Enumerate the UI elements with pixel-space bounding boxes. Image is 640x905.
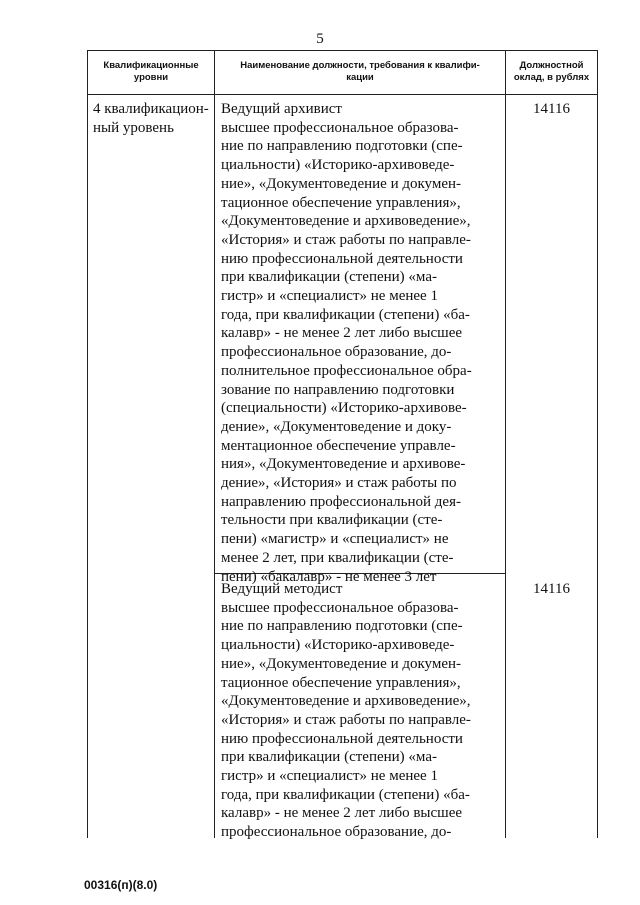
- requirement-line: нию профессиональной деятельности: [221, 730, 463, 747]
- table-left-border: [87, 50, 88, 838]
- requirement-line: дение», «Документоведение и доку-: [221, 418, 452, 435]
- requirement-line: калавр» - не менее 2 лет либо высшее: [221, 805, 463, 822]
- header-qualification: [88, 50, 214, 94]
- position-title: Ведущий методист: [221, 581, 343, 597]
- requirement-line: (специальности) «Историко-архивове-: [221, 400, 467, 417]
- requirement-line: тельности при квалификации (сте-: [221, 512, 443, 529]
- salary-cell: 14116: [533, 581, 570, 597]
- requirement-line: тационное обеспечение управления»,: [221, 194, 461, 211]
- requirement-line: при квалификации (степени) «ма-: [221, 269, 437, 286]
- requirement-line: ментационное обеспечение управле-: [221, 437, 456, 454]
- requirement-line: «История» и стаж работы по направле-: [221, 231, 471, 248]
- position-requirements-cell: [221, 100, 472, 586]
- requirement-line: тационное обеспечение управления»,: [221, 674, 461, 691]
- requirement-line: гистр» и «специалист» не менее 1: [221, 288, 438, 305]
- requirement-line: циальности) «Историко-архивоведе-: [221, 637, 455, 654]
- requirement-line: пени) «бакалавр» - не менее 3 лет: [221, 568, 437, 585]
- requirement-line: высшее профессиональное образова-: [221, 599, 459, 616]
- requirement-line: циальности) «Историко-архивоведе-: [221, 157, 455, 174]
- requirement-line: «Документоведение и архивоведение»,: [221, 213, 471, 230]
- qualification-level-cell: [93, 100, 209, 137]
- table-right-border: [597, 50, 598, 838]
- header-salary-line-1: Должностной: [519, 60, 584, 71]
- requirement-line: пени) «магистр» и «специалист» не: [221, 531, 449, 548]
- position-title: Ведущий архивист: [221, 101, 342, 117]
- requirement-line: ние», «Документоведение и докумен-: [221, 655, 462, 672]
- requirement-line: дение», «История» и стаж работы по: [221, 475, 457, 492]
- header-position-line-1: Наименование должности, требования к квалифи-: [240, 60, 480, 71]
- requirement-line: нию профессиональной деятельности: [221, 250, 463, 267]
- header-position: [215, 50, 505, 94]
- column-divider-2: [505, 50, 506, 838]
- header-qualification-line-1: Квалификационные: [103, 60, 199, 71]
- header-position-line-2: кации: [346, 72, 374, 83]
- requirement-line: ние по направлению подготовки (спе-: [221, 618, 463, 635]
- requirement-line: года, при квалификации (степени) «ба-: [221, 306, 470, 323]
- header-salary-line-2: оклад, в рублях: [513, 72, 590, 83]
- requirement-line: менее 2 лет, при квалификации (сте-: [221, 549, 454, 566]
- requirement-line: зование по направлению подготовки: [221, 381, 455, 398]
- column-divider-1: [214, 50, 215, 838]
- requirement-line: «Документоведение и архивоведение»,: [221, 693, 471, 710]
- document-code: 00316(п)(8.0): [84, 878, 158, 892]
- requirement-line: гистр» и «специалист» не менее 1: [221, 768, 438, 785]
- requirement-line: при квалификации (степени) «ма-: [221, 749, 437, 766]
- requirement-line: профессиональное образование, до-: [221, 824, 452, 841]
- qualification-table: [87, 50, 598, 841]
- position-requirements-cell: [221, 580, 471, 842]
- requirement-line: калавр» - не менее 2 лет либо высшее: [221, 325, 463, 342]
- requirement-line: профессиональное образование, до-: [221, 344, 452, 361]
- requirement-line: полнительное профессиональное обра-: [221, 362, 472, 379]
- qualification-level-line-2: ный уровень: [93, 119, 174, 136]
- requirement-line: ния», «Документоведение и архивове-: [221, 456, 466, 473]
- page-number: 5: [316, 31, 324, 47]
- header-qualification-line-2: уровни: [133, 72, 169, 83]
- header-salary: [506, 50, 597, 94]
- requirement-line: ние по направлению подготовки (спе-: [221, 138, 463, 155]
- requirement-line: «История» и стаж работы по направле-: [221, 711, 471, 728]
- requirement-line: ние», «Документоведение и докумен-: [221, 175, 462, 192]
- salary-cell: 14116: [533, 101, 570, 117]
- requirement-line: высшее профессиональное образова-: [221, 119, 459, 136]
- requirement-line: года, при квалификации (степени) «ба-: [221, 786, 470, 803]
- qualification-level-line-1: 4 квалификацион-: [93, 101, 209, 117]
- requirement-line: направлению профессиональной дея-: [221, 493, 461, 510]
- header-bottom-border: [87, 94, 598, 95]
